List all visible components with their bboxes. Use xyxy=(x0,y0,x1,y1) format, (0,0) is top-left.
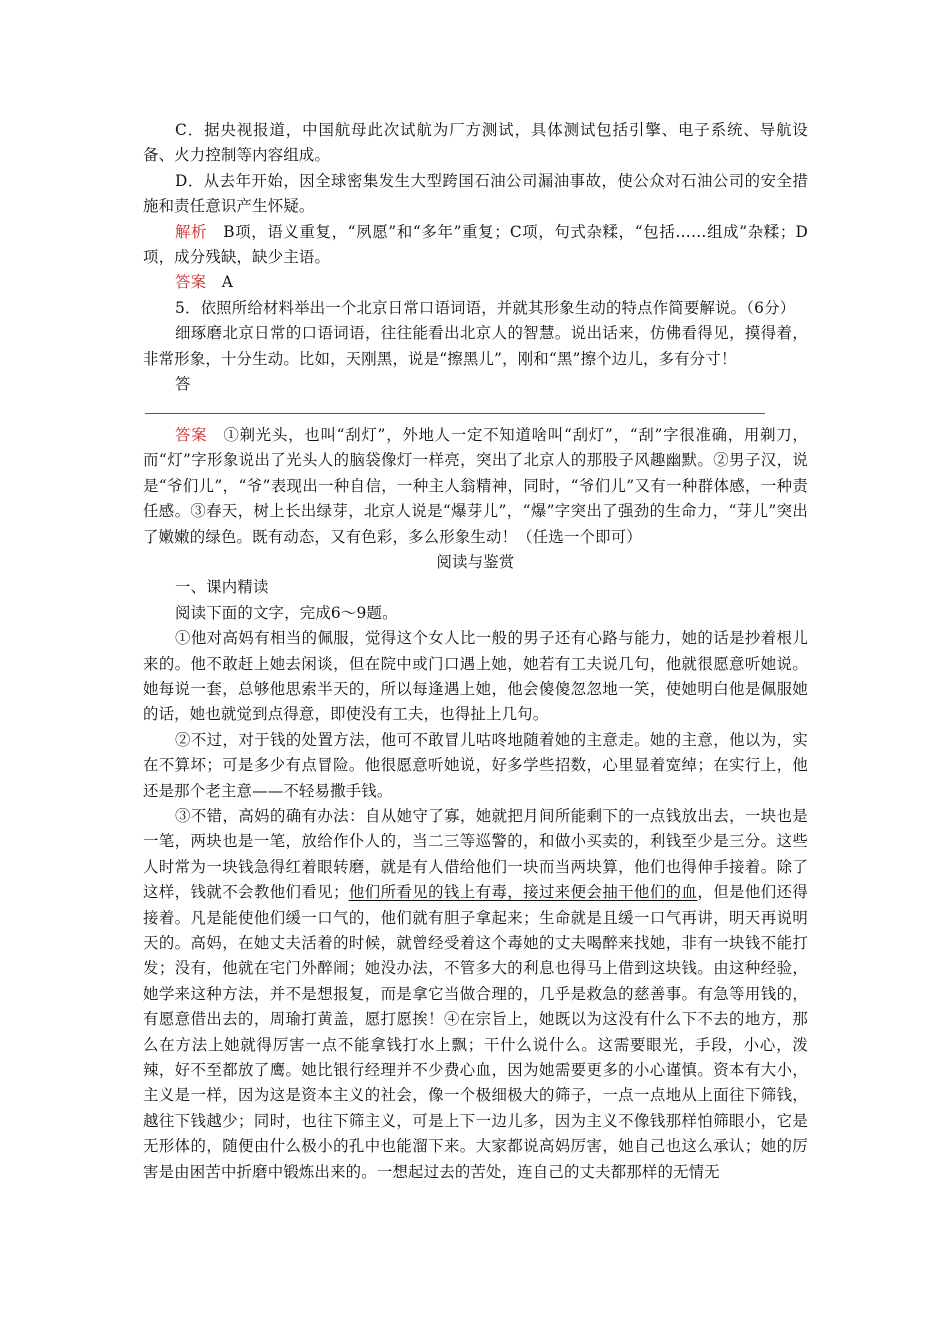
section-title: 阅读与鉴赏 xyxy=(436,552,515,571)
answer-label: 答案 xyxy=(175,273,207,292)
underlined-sentence: 他们所看见的钱上有毒，接过来便会抽干他们的血 xyxy=(348,883,698,902)
passage-paragraph-3 xyxy=(143,804,808,1185)
document-page xyxy=(143,118,808,1185)
option-d: D．从去年开始，因全球密集发生大型跨国石油公司漏油事故，使公众对石油公司的安全措施和责任意识产生怀疑。 xyxy=(143,171,808,216)
passage-paragraph-1: ①他对高妈有相当的佩服，觉得这个女人比一般的男子还有心路与能力，她的话是抄着根儿来的。他不敢赶上她去闲谈，但在院中或门口遇上她，她若有工夫说几句，他就很愿意听她说。她每说一套，总够他思索半天的，所以每逢遇上她，他会傻傻忽忽地一笑，使她明白他是佩服她的话，她也就觉到点得意，即使没有工夫，也得扯上几句。 xyxy=(143,629,808,724)
answer-prefix: 答 xyxy=(175,375,191,394)
passage-paragraph-2: ②不过，对于钱的处置方法，他可不敢冒儿咕咚地随着她的主意走。她的主意，他以为，实在不算坏；可是多少有点冒险。他很愿意听她说，好多学些招数，心里显着宽绰；在实行上，他还是那个老主意——不轻易撒手钱。 xyxy=(143,730,808,800)
analysis-text: B项，语义重复，“夙愿”和“多年”重复；C项，句式杂糅，“包括……组成”杂糅；D项，成分残缺，缺少主语。 xyxy=(143,222,808,267)
answer-blank xyxy=(145,401,765,414)
answer-text: A xyxy=(206,273,234,292)
q4-analysis xyxy=(143,220,808,271)
passage-text: ③不错，高妈的确有办法：自从她守了寡，她就把月间所能剩下的一点钱放出去，一块也是一笔，两块也是一笔，放给作仆人的，当二三等巡警的，和做小买卖的，利钱至少是三分。这些人时常为一块钱急得红着眼转磨，就是有人借给他们一块而当两块算，他们也得伸手接着。除了这样，钱就不会教他们看见； xyxy=(143,806,808,902)
passage-text: ，但是他们还得接着。凡是能使他们缓一口气的，他们就有胆子拿起来；生命就是且缓一口气再讲，明天再说明天的。高妈，在她丈夫活着的时候，就曾经受着这个毒她的丈夫喝醉来找她，非有一块钱不能打发；没有，他就在宅门外醉闹；她没办法，不管多大的利息也得马上借到这块钱。由这种经验，她学来这种方法，并不是想报复，而是拿它当做合理的，几乎是救急的慈善事。有急等用钱的，有愿意借出去的，周瑜打黄盖，愿打愿挨！④在宗旨上，她既以为这没有什么下不去的地方，那么在方法上她就得厉害一点不能拿钱打水上飘；干什么说什么。这需要眼光，手段，小心，泼辣，好不至都放了鹰。她比银行经理并不少费心血，因为她需要更多的小心谨慎。资本有大小，主义是一样，因为这是资本主义的社会，像一个极细极大的筛子，一点一点地从上面往下筛钱，越往下钱越少；同时，也往下筛主义，可是上下一边儿多，因为主义不像钱那样怕筛眼小，它是无形体的，随便由什么极小的孔中也能溜下来。大家都说高妈厉害，她自己也这么承认；她的厉害是由困苦中折磨中锻炼出来的。一想起过去的苦处，连自己的丈夫都那样的无情无 xyxy=(143,883,808,1181)
q5-material: 细琢磨北京日常的口语词语，往往能看出北京人的智慧。说出话来，仿佛看得见，摸得着，非常形象，十分生动。比如，天刚黑，说是“擦黑儿”，刚和“黑”擦个边儿，多有分寸！ xyxy=(143,324,808,368)
section-part: 一、课内精读 xyxy=(175,578,269,597)
analysis-label: 解析 xyxy=(175,222,208,241)
answer-text: ①剃光头，也叫“刮灯”，外地人一定不知道啥叫“刮灯”，“刮”字很准确，用剃刀，而“灯”字形象说出了光头人的脑袋像灯一样亮，突出了北京人的那股子风趣幽默。②男子汉，说是“爷们儿”，“爷”表现出一种自信，一种主人翁精神，同时，“爷们儿”又有一种群体感，一种责任感。③春天，树上长出绿芽，北京人说是“爆芽儿”，“爆”字突出了强劲的生命力，“芽儿”突出了嫩嫩的绿色。既有动态，又有色彩，多么形象生动！（任选一个即可） xyxy=(143,425,808,546)
section-instruction: 阅读下面的文字，完成6～9题。 xyxy=(175,603,398,622)
q5-answer-line xyxy=(143,372,808,423)
q5-prompt: 5．依照所给材料举出一个北京日常口语词语，并就其形象生动的特点作简要解说。（6分） xyxy=(175,298,796,317)
q5-answer xyxy=(143,423,808,550)
q4-answer xyxy=(143,270,808,295)
answer-label: 答案 xyxy=(175,425,208,444)
option-c: C．据央视报道，中国航母此次试航为厂方测试，具体测试包括引擎、电子系统、导航设备、火力控制等内容组成。 xyxy=(143,121,808,165)
